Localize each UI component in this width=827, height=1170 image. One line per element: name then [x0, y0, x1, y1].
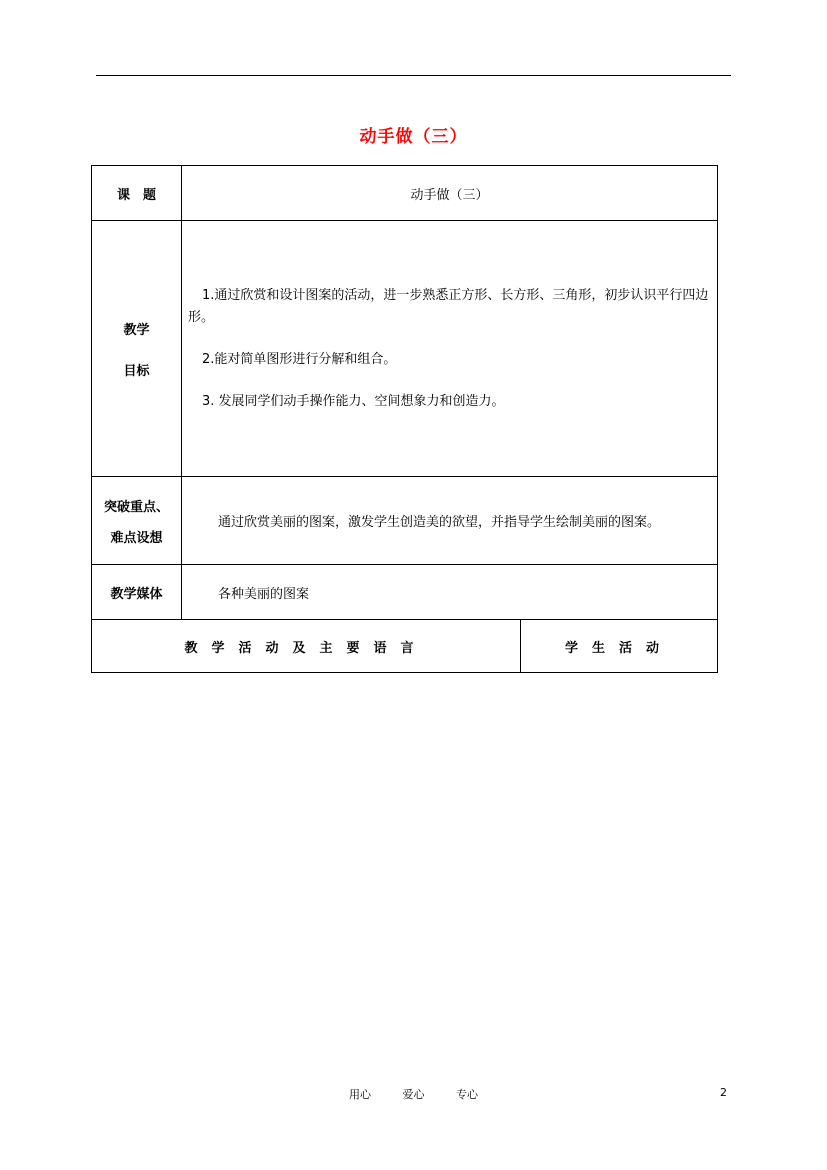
media-row [92, 565, 718, 620]
header-rule [96, 75, 731, 76]
goals-label [92, 221, 182, 477]
page-number: 2 [720, 1086, 727, 1099]
footer-word-2: 爱心 [402, 1088, 425, 1101]
footer-word-3: 专心 [456, 1088, 478, 1101]
activity-header-row [92, 620, 718, 673]
goals-label-line1: 教学 [123, 322, 150, 338]
goals-label-line2: 目标 [123, 363, 150, 379]
footer-word-1: 用心 [349, 1088, 371, 1101]
goal-item-2: 2.能对简单图形进行分解和组合。 [202, 351, 397, 367]
document-title: 动手做（三） [359, 127, 468, 147]
goals-row [92, 221, 718, 477]
focus-row [92, 477, 718, 565]
lesson-plan-table [91, 165, 718, 673]
media-label: 教学媒体 [92, 565, 182, 620]
goal-item-3: 3. 发展同学们动手操作能力、空间想象力和创造力。 [202, 393, 505, 409]
media-value: 各种美丽的图案 [182, 565, 718, 620]
goal-item-1: 1.通过欣赏和设计图案的活动，进一步熟悉正方形、长方形、三角形，初步认识平行四边形。 [188, 287, 709, 325]
focus-label [92, 477, 182, 565]
footer-motto [0, 1086, 827, 1102]
topic-row [92, 166, 718, 221]
student-activity-header: 学生活动 [521, 620, 718, 673]
topic-value: 动手做（三） [182, 166, 718, 221]
teaching-activity-header: 教学活动及主要语言 [92, 620, 521, 673]
focus-label-line2: 难点设想 [110, 530, 163, 546]
focus-label-line1: 突破重点、 [103, 499, 169, 515]
goals-content [182, 221, 718, 477]
focus-value: 通过欣赏美丽的图案，激发学生创造美的欲望，并指导学生绘制美丽的图案。 [182, 477, 718, 565]
topic-label: 课 题 [92, 166, 182, 221]
